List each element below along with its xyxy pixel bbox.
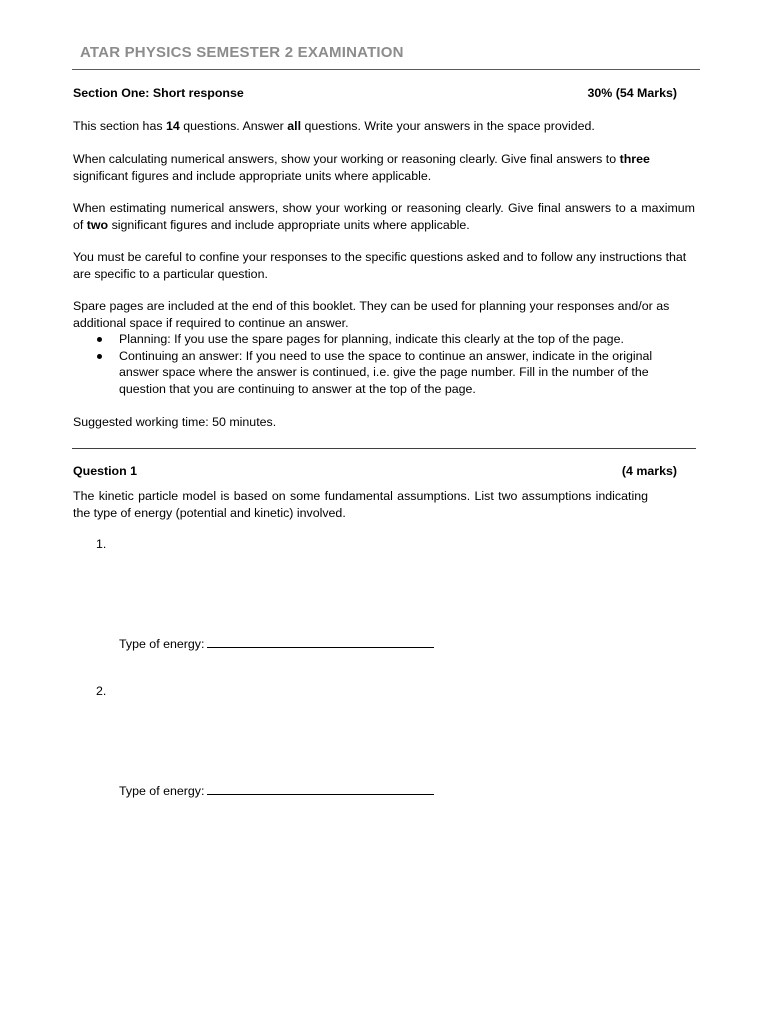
list-item: Continuing an answer: If you need to use the space to continue an answer, indicate in the original answer space where the answer is continued, i.e. give the page number. Fill in the number of the question that you are continuing to answer at the top of the page. — [73, 348, 695, 398]
question-1-text: The kinetic particle model is based on some fundamental assumptions. List two assumptions indicating the type of energy (potential and kinetic) involved. — [73, 489, 648, 520]
section-marks: 30% (54 Marks) — [587, 86, 677, 100]
energy-label: Type of energy: — [119, 784, 205, 798]
intro-paragraph-questions: This section has 14 questions. Answer all questions. Write your answers in the space provided. — [73, 119, 595, 133]
page-header-title: ATAR PHYSICS SEMESTER 2 EXAMINATION — [80, 44, 404, 61]
header-divider — [72, 69, 700, 70]
question-1-marks: (4 marks) — [621, 464, 677, 478]
intro-paragraph-estimating: When estimating numerical answers, show your working or reasoning clearly. Give final answers to a maximum of two significant figures and include appropriate units where applicable. — [73, 201, 695, 232]
answer-1-energy-line — [119, 635, 434, 651]
answer-1-energy-field[interactable] — [207, 635, 434, 648]
answer-1-number: 1. — [96, 537, 107, 551]
intro-paragraph-calculating: When calculating numerical answers, show your working or reasoning clearly. Give final answers to three significant figures and include appropriate units where applicable. — [73, 152, 650, 183]
intro-paragraph-confine: You must be careful to confine your responses to the specific questions asked and to follow any instructions that are specific to a particular question. — [73, 250, 687, 281]
section-heading — [73, 86, 677, 100]
answer-2-energy-line — [119, 782, 434, 798]
spare-pages-bullet-list — [73, 331, 695, 397]
answer-2-energy-field[interactable] — [207, 782, 434, 795]
answer-2-number: 2. — [96, 684, 107, 698]
section-divider — [72, 448, 696, 449]
question-1-heading — [73, 464, 677, 478]
bullet-icon — [97, 354, 102, 359]
section-title: Section One: Short response — [73, 86, 244, 100]
bullet-icon — [97, 337, 102, 342]
energy-label: Type of energy: — [119, 637, 205, 651]
intro-paragraph-spare-pages: Spare pages are included at the end of this booklet. They can be used for planning your responses and/or as additional space if required to continue an answer. — [73, 299, 670, 330]
question-1-title: Question 1 — [73, 464, 138, 478]
suggested-working-time: Suggested working time: 50 minutes. — [73, 415, 277, 429]
list-item: Planning: If you use the spare pages for planning, indicate this clearly at the top of the page. — [73, 331, 695, 348]
